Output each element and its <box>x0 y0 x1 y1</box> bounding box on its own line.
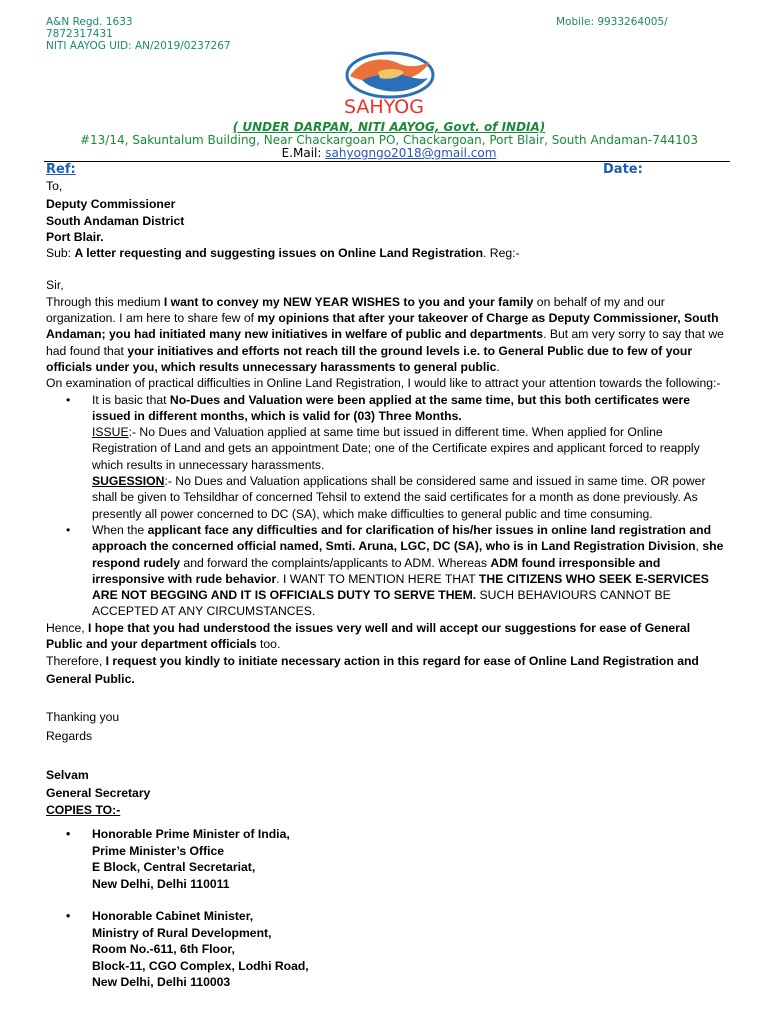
spacer <box>46 892 728 908</box>
paragraph-examination: On examination of practical difficulties in Online Land Registration, I would like to attract your attention towards the following:- <box>46 376 721 391</box>
issue-label: ISSUE <box>92 425 129 440</box>
date-label: Date: <box>603 162 643 177</box>
copy-line: Room No.-611, 6th Floor, <box>92 942 235 957</box>
issue-2-text <box>92 522 728 620</box>
copies-to-heading: COPIES TO:- <box>46 803 121 818</box>
registration-number: A&N Regd. 1633 <box>46 16 133 28</box>
copy-line: Honorable Prime Minister of India, <box>92 827 290 842</box>
issue-text: :- No Dues and Valuation applied at same time but issued in different time. When applied for Online Registration of Land and gets an appointment Date; one of the Certificate expires and applicant forced to reapply which results in unnecessary harassments. <box>92 425 700 472</box>
issue-1-intro <box>92 392 728 425</box>
text-run-bold: she respond rudely <box>92 539 724 570</box>
signatory-title: General Secretary <box>46 786 151 801</box>
issue-1-issue <box>92 424 728 473</box>
email-line <box>0 146 768 160</box>
text-run: and forward the complaints/applicants to ADM. Whereas <box>180 555 491 570</box>
recipient-line-1: Deputy Commissioner <box>46 197 176 212</box>
copy-recipient-2 <box>46 908 728 991</box>
closing-regards: Regards <box>46 729 93 744</box>
paragraph-hence <box>46 620 728 653</box>
to-line: To, <box>46 179 63 193</box>
copy-line: Ministry of Rural Development, <box>92 925 272 940</box>
suggestion-text: :- No Dues and Valuation applications shall be considered same and issued in same time. OR power shall be given to Tehsildhar of concerned Tehsil to extend the said certificates for a month as done previously. As presently all power concerned to DC (SA), which make difficulties to general public and time consuming. <box>92 474 706 521</box>
bullet-icon: • <box>66 827 71 842</box>
subject-label: Sub: <box>46 246 72 261</box>
text-run-bold: THE CITIZENS WHO SEEK E-SERVICES ARE NOT BEGGING AND IT IS OFFICIALS DUTY TO SERVE THEM. <box>92 571 709 603</box>
text-run: on behalf of my and our organization. I am here to share few of <box>46 294 665 326</box>
phone-number: 7872317431 <box>46 28 113 40</box>
copy-line: New Delhi, Delhi 110003 <box>92 975 231 990</box>
text-run-bold: ADM found irresponsible and irresponsive with rude behavior <box>92 555 661 586</box>
email-link[interactable]: sahyogngo2018@gmail.com <box>325 146 497 160</box>
list-item-issue-2 <box>46 522 728 620</box>
text-run-bold: applicant face any difficulties and for clarification of his/her issues in online land registration and approach the concerned official named, Smti. Aruna, LGC, DC (SA), who is in Land Registration Division <box>92 522 712 554</box>
copy-line: Honorable Cabinet Minister, <box>92 909 254 924</box>
signatory-name: Selvam <box>46 768 89 783</box>
text-run-bold: I request you kindly to initiate necessary action in this regard for ease of Online Land Registration and General Public. <box>46 654 699 687</box>
spacer <box>46 818 728 826</box>
suggestion-label: SUGESSION <box>92 474 165 489</box>
niti-aayog-uid: NITI AAYOG UID: AN/2019/0237267 <box>46 40 231 52</box>
bullet-icon: • <box>66 392 71 407</box>
text-run-bold: I want to convey my NEW YEAR WISHES to you and your family <box>163 294 534 309</box>
subject-text: A letter requesting and suggesting issues on Online Land Registration <box>74 246 484 261</box>
mobile-number: Mobile: 9933264005/ <box>556 16 668 28</box>
text-run: Through this medium <box>46 294 164 309</box>
copy-line: Prime Minister’s Office <box>92 843 225 858</box>
email-label: E.Mail: <box>281 146 322 160</box>
text-run: . I WANT TO MENTION HERE THAT <box>276 571 479 586</box>
organization-address: #13/14, Sakuntalum Building, Near Chackargoan PO, Chackargoan, Port Blair, South Andaman-744103 <box>79 133 699 147</box>
paragraph-therefore <box>46 652 728 688</box>
text-run: . <box>496 359 500 374</box>
ref-label: Ref: <box>46 162 76 177</box>
text-run: too. <box>256 637 281 652</box>
spacer <box>46 688 728 708</box>
closing-thanking: Thanking you <box>46 710 120 725</box>
letter-body <box>46 178 728 991</box>
copy-line: Block-11, CGO Complex, Lodhi Road, <box>92 958 309 973</box>
bullet-icon: • <box>66 522 71 537</box>
text-run-bold: I hope that you had understood the issues very well and will accept our suggestions for ease of General Public and your department officials <box>46 620 691 652</box>
spacer <box>46 746 728 766</box>
organization-affiliation: ( UNDER DARPAN, NITI AAYOG, Govt. of INDIA) <box>232 120 546 134</box>
text-run-bold: my opinions that after your takeover of Charge as Deputy Commissioner, South Andaman; you had initiated many new initiatives in welfare of public and departments <box>46 311 719 342</box>
bullet-icon: • <box>66 909 71 924</box>
recipient-line-3: Port Blair. <box>46 229 104 244</box>
subject-reg: . Reg:- <box>483 246 520 261</box>
text-run: . But am very sorry to say that we had found that <box>46 327 724 358</box>
paragraph-intro <box>46 294 728 375</box>
organization-name: SAHYOG <box>344 96 424 118</box>
sahyog-logo-icon <box>344 50 436 100</box>
salutation: Sir, <box>46 278 64 293</box>
text-run-bold: No-Dues and Valuation were been applied at the same time, but this both certificates were issued in different months, which is valid for (03) Three Months. <box>92 392 691 423</box>
copy-line: E Block, Central Secretariat, <box>92 860 256 875</box>
header-left-block <box>46 16 231 52</box>
list-item-issue-1 <box>46 392 728 522</box>
text-run-bold: your initiatives and efforts not reach till the ground levels i.e. to General Public due to few of your officials under you, which results unnecessary harassments to general public <box>46 343 693 374</box>
subject-line <box>46 245 728 261</box>
text-run: It is basic that <box>92 392 170 407</box>
text-run: , <box>695 539 703 554</box>
recipient-line-2: South Andaman District <box>46 213 185 228</box>
copy-line: New Delhi, Delhi 110011 <box>92 876 230 891</box>
text-run: When the <box>92 522 148 537</box>
text-run: SUCH BEHAVIOURS CANNOT BE ACCEPTED AT ANY CIRCUMSTANCES. <box>92 588 671 619</box>
text-run: Therefore, <box>46 654 106 669</box>
text-run: Hence, <box>46 620 89 635</box>
issue-1-suggestion <box>92 473 728 522</box>
copy-recipient-1 <box>46 826 728 892</box>
spacer <box>46 261 728 277</box>
